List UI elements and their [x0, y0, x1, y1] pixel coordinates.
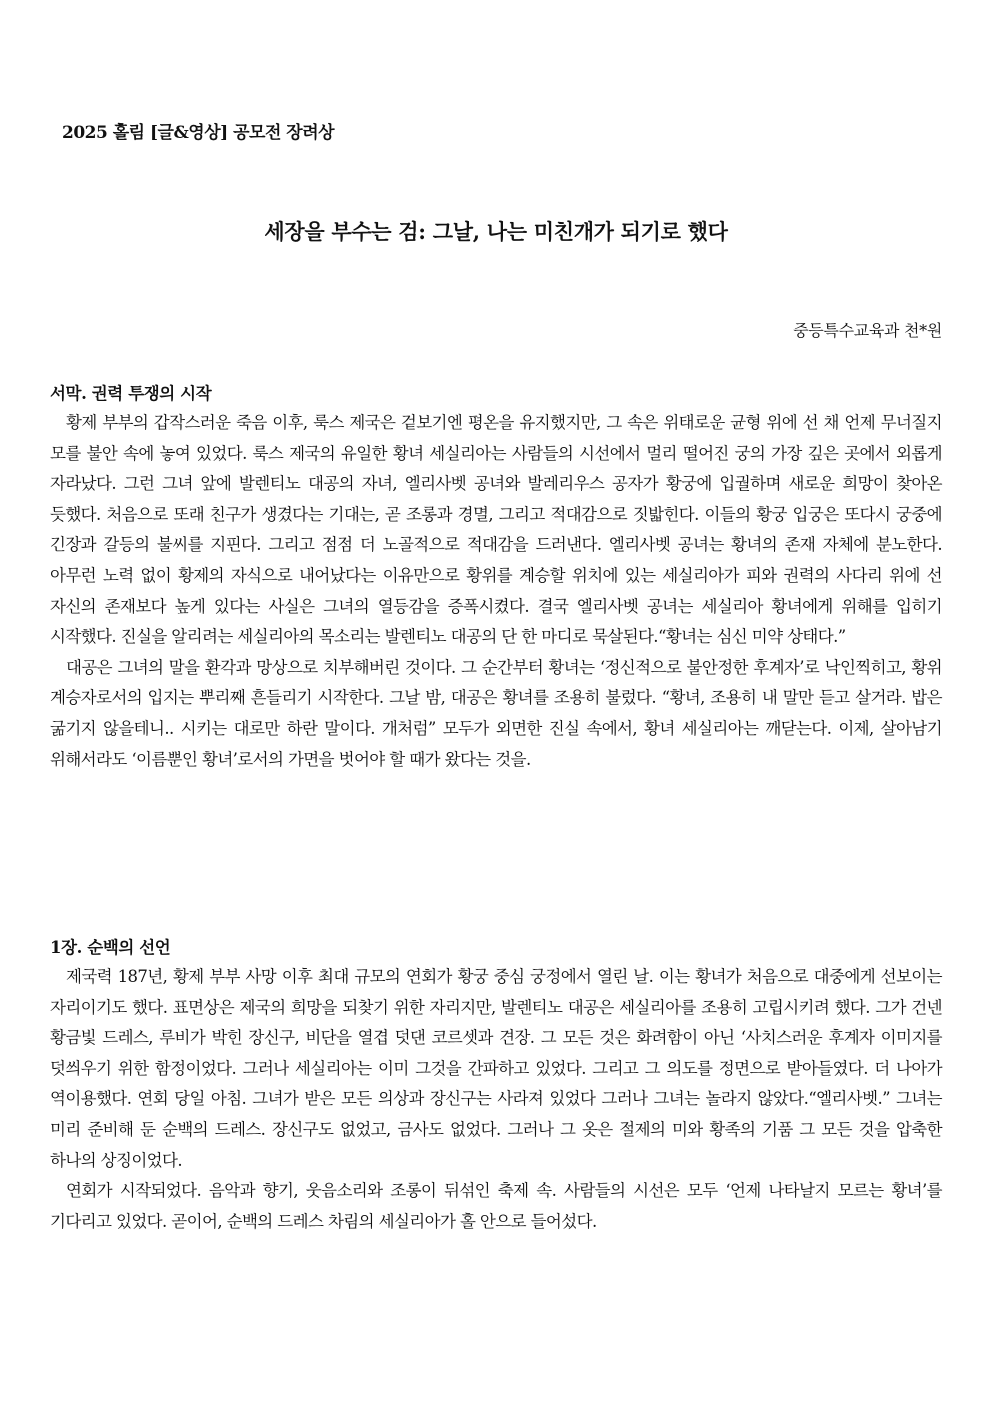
paragraph: 연회가 시작되었다. 음악과 향기, 웃음소리와 조롱이 뒤섞인 축제 속. 사람들의 시선은 모두 ‘언제 나타날지 모르는 황녀’를 기다리고 있었다. 곧이어, 순백의 드레스 차림의 세실리아가 홀 안으로 들어섰다.	[50, 1181, 942, 1231]
document-title: 세장을 부수는 검: 그날, 나는 미친개가 되기로 했다	[264, 219, 728, 244]
paragraph: 황제 부부의 갑작스러운 죽음 이후, 룩스 제국은 겉보기엔 평온을 유지했지만, 그 속은 위태로운 균형 위에 선 채 언제 무너질지 모를 불안 속에 놓여 있었다. 룩스 제국의 유일한 황녀 세실리아는 사람들의 시선에서 멀리 떨어진 궁의 가장 깊은 곳에서 외롭게 자라났다. 그런 그녀 앞에 발렌티노 대공의 자녀, 엘리사벳 공녀와 발레리우스 공자가 황궁에 입궐하며 새로운 희망이 찾아온 듯했다. 처음으로 또래 친구가 생겼다는 기대는, 곧 조롱과 경멸, 그리고 적대감으로 짓밟힌다. 이들의 황궁 입궁은 또다시 궁중에 긴장과 갈등의 불씨를 지핀다. 그리고 점점 더 노골적으로 적대감을 드러낸다. 엘리사벳 공녀는 황녀의 존재 자체에 분노한다. 아무런 노력 없이 황제의 자식으로 내어났다는 이유만으로 황위를 계승할 위치에 있는 세실리아가 피와 권력의 사다리 위에 선 자신의 존재보다 높게 있다는 사실은 그녀의 열등감을 증폭시켰다. 결국 엘리사벳 공녀는 세실리아 황녀에게 위해를 입히기 시작했다. 진실을 알리려는 세실리아의 목소리는 발렌티노 대공의 단 한 마디로 묵살된다.“황녀는 심신 미약 상태다.”	[50, 413, 942, 647]
section-chapter-1	[50, 934, 942, 1237]
paragraph: 대공은 그녀의 말을 환각과 망상으로 치부해버린 것이다. 그 순간부터 황녀는 ‘정신적으로 불안정한 후계자’로 낙인찍히고, 황위 계승자로서의 입지는 뿌리째 흔들리기 시작한다. 그날 밤, 대공은 황녀를 조용히 불렀다. “황녀, 조용히 내 말만 듣고 살거라. 밥은 굶기지 않을테니.. 시키는 대로만 하란 말이다. 개처럼” 모두가 외면한 진실 속에서, 황녀 세실리아는 깨닫는다. 이제, 살아남기 위해서라도 ‘이름뿐인 황녀’로서의 가면을 벗어야 할 때가 왔다는 것을.	[50, 657, 942, 769]
section-heading: 1장. 순백의 선언	[50, 938, 171, 957]
contest-award-line: 2025 홀림 [글&영상] 공모전 장려상	[62, 123, 335, 143]
section-prologue	[50, 380, 942, 775]
section-heading: 서막. 권력 투쟁의 시작	[50, 384, 212, 403]
author-line: 중등특수교육과 천*원	[793, 321, 942, 340]
paragraph: 제국력 187년, 황제 부부 사망 이후 최대 규모의 연회가 황궁 중심 궁정에서 열린 날. 이는 황녀가 처음으로 대중에게 선보이는 자리이기도 했다. 표면상은 제국의 희망을 되찾기 위한 자리지만, 발렌티노 대공은 세실리아를 조용히 고립시키려 했다. 그가 건넨 황금빛 드레스, 루비가 박힌 장신구, 비단을 열겹 덧댄 코르셋과 견장. 그 모든 것은 화려함이 아닌 ‘사치스러운 후계자 이미지를 덧씌우기 위한 함정이었다. 그러나 세실리아는 이미 그것을 간파하고 있었다. 그리고 그 의도를 정면으로 받아들였다. 더 나아가 역이용했다. 연회 당일 아침. 그녀가 받은 모든 의상과 장신구는 사라져 있었다 그러나 그녀는 놀라지 않았다.“엘리사벳.” 그녀는 미리 준비해 둔 순백의 드레스. 장신구도 없었고, 금사도 없었다. 그러나 그 옷은 절제의 미와 황족의 기품 그 모든 것을 압축한 하나의 상징이었다.	[50, 967, 942, 1170]
